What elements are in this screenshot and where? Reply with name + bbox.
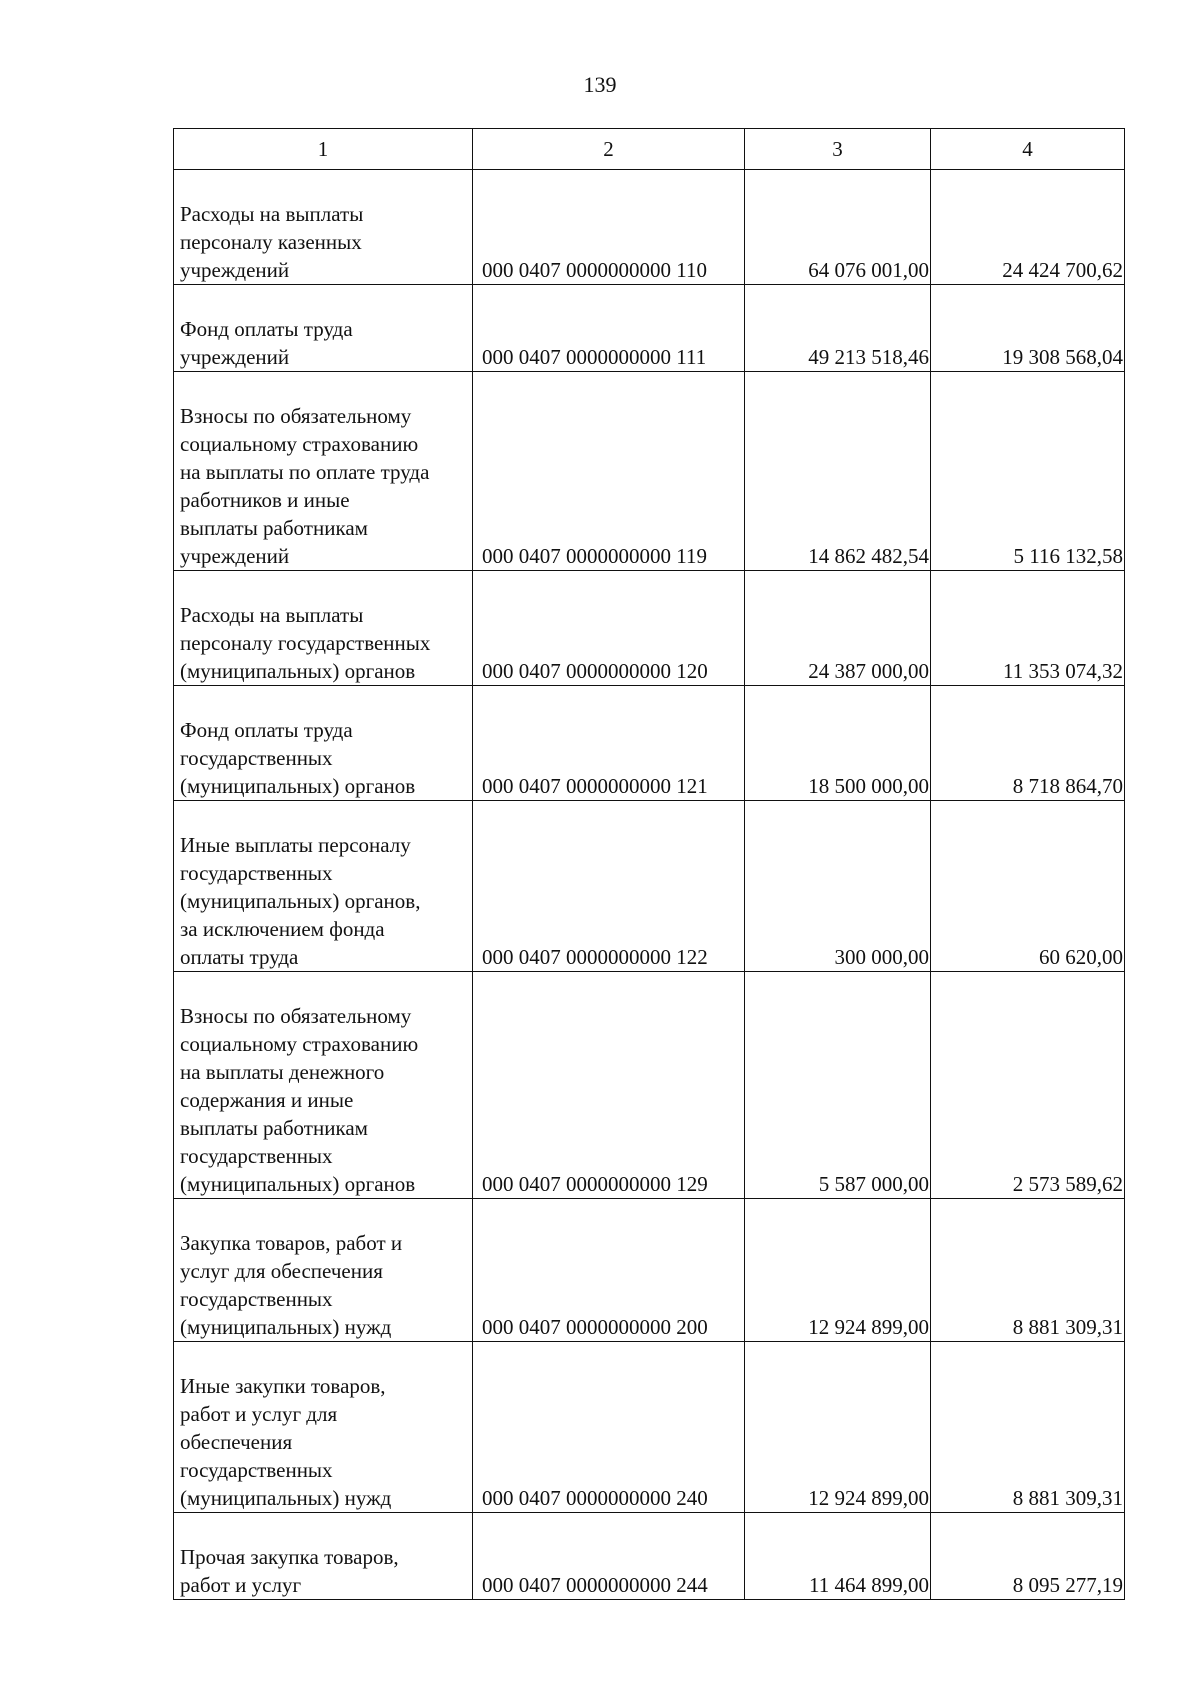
table-row <box>174 170 1125 285</box>
column-header-2: 2 <box>473 129 745 170</box>
row-code-cell: 000 0407 0000000000 119 <box>473 372 745 571</box>
row-actual-amount-cell: 8 718 864,70 <box>931 686 1125 801</box>
row-name-cell: Расходы на выплаты персоналу казенных учреждений <box>174 170 473 285</box>
row-plan-amount-cell: 11 464 899,00 <box>745 1513 931 1600</box>
row-plan-amount-cell: 24 387 000,00 <box>745 571 931 686</box>
row-code-cell: 000 0407 0000000000 244 <box>473 1513 745 1600</box>
table-row <box>174 1513 1125 1600</box>
row-plan-amount-cell: 14 862 482,54 <box>745 372 931 571</box>
column-header-1: 1 <box>174 129 473 170</box>
row-name-cell: Иные закупки товаров, работ и услуг для обеспечения государственных (муниципальных) нужд <box>174 1342 473 1513</box>
table-row <box>174 1199 1125 1342</box>
table-header-row <box>174 129 1125 170</box>
row-actual-amount-cell: 24 424 700,62 <box>931 170 1125 285</box>
row-name-cell: Закупка товаров, работ и услуг для обеспечения государственных (муниципальных) нужд <box>174 1199 473 1342</box>
row-code-cell: 000 0407 0000000000 121 <box>473 686 745 801</box>
row-code-cell: 000 0407 0000000000 110 <box>473 170 745 285</box>
table-row <box>174 972 1125 1199</box>
row-code-cell: 000 0407 0000000000 120 <box>473 571 745 686</box>
row-plan-amount-cell: 12 924 899,00 <box>745 1342 931 1513</box>
table-row <box>174 1342 1125 1513</box>
row-plan-amount-cell: 64 076 001,00 <box>745 170 931 285</box>
column-header-3: 3 <box>745 129 931 170</box>
table-row <box>174 372 1125 571</box>
row-code-cell: 000 0407 0000000000 240 <box>473 1342 745 1513</box>
column-header-4: 4 <box>931 129 1125 170</box>
row-actual-amount-cell: 2 573 589,62 <box>931 972 1125 1199</box>
row-code-cell: 000 0407 0000000000 111 <box>473 285 745 372</box>
row-name-cell: Взносы по обязательному социальному страхованию на выплаты денежного содержания и иные выплаты работникам государственных (муниципальных) органов <box>174 972 473 1199</box>
table-row <box>174 285 1125 372</box>
row-actual-amount-cell: 8 881 309,31 <box>931 1342 1125 1513</box>
budget-table <box>173 128 1125 1600</box>
row-name-cell: Иные выплаты персоналу государственных (муниципальных) органов, за исключением фонда оплаты труда <box>174 801 473 972</box>
row-actual-amount-cell: 5 116 132,58 <box>931 372 1125 571</box>
table-row <box>174 571 1125 686</box>
row-name-cell: Прочая закупка товаров, работ и услуг <box>174 1513 473 1600</box>
row-code-cell: 000 0407 0000000000 129 <box>473 972 745 1199</box>
row-plan-amount-cell: 5 587 000,00 <box>745 972 931 1199</box>
table-row <box>174 801 1125 972</box>
row-plan-amount-cell: 18 500 000,00 <box>745 686 931 801</box>
row-actual-amount-cell: 60 620,00 <box>931 801 1125 972</box>
row-actual-amount-cell: 11 353 074,32 <box>931 571 1125 686</box>
page-number: 139 <box>583 72 617 97</box>
row-name-cell: Фонд оплаты труда учреждений <box>174 285 473 372</box>
row-actual-amount-cell: 8 095 277,19 <box>931 1513 1125 1600</box>
row-actual-amount-cell: 8 881 309,31 <box>931 1199 1125 1342</box>
budget-table-body <box>174 129 1125 1600</box>
row-code-cell: 000 0407 0000000000 122 <box>473 801 745 972</box>
table-row <box>174 686 1125 801</box>
row-actual-amount-cell: 19 308 568,04 <box>931 285 1125 372</box>
row-plan-amount-cell: 300 000,00 <box>745 801 931 972</box>
row-name-cell: Фонд оплаты труда государственных (муниципальных) органов <box>174 686 473 801</box>
row-name-cell: Взносы по обязательному социальному страхованию на выплаты по оплате труда работников и иные выплаты работникам учреждений <box>174 372 473 571</box>
row-code-cell: 000 0407 0000000000 200 <box>473 1199 745 1342</box>
row-plan-amount-cell: 12 924 899,00 <box>745 1199 931 1342</box>
row-plan-amount-cell: 49 213 518,46 <box>745 285 931 372</box>
row-name-cell: Расходы на выплаты персоналу государственных (муниципальных) органов <box>174 571 473 686</box>
